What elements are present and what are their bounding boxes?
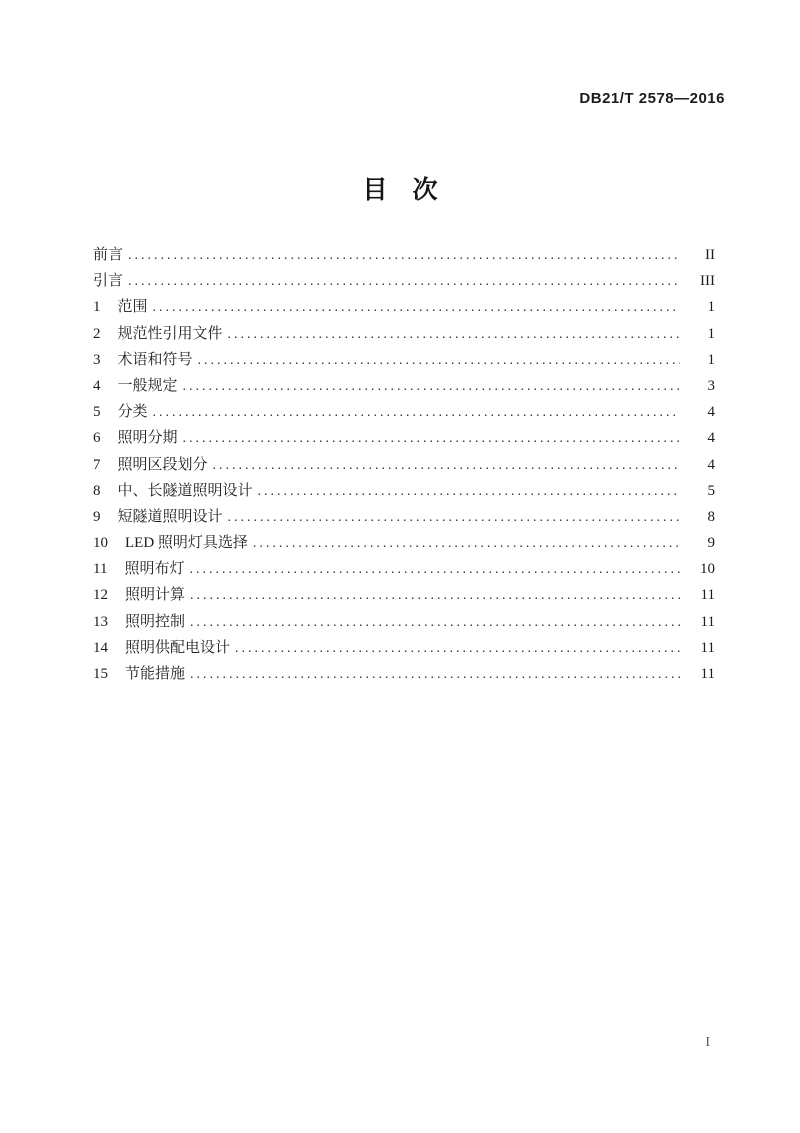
dot-leader [183, 374, 680, 400]
toc-entry [93, 373, 715, 399]
toc-entry-page: 11 [700, 587, 715, 604]
dot-leader [228, 505, 680, 531]
toc-entry [93, 425, 715, 451]
toc-entry [93, 609, 715, 635]
dot-leader [198, 348, 680, 374]
dot-leader [253, 531, 680, 557]
toc-entry-page: 1 [707, 351, 715, 368]
toc-entry-label: 照明控制 [125, 613, 186, 630]
toc-entry-page: 10 [700, 561, 715, 578]
toc-entry-number: 15 [93, 666, 108, 682]
toc-entry-number: 10 [93, 535, 108, 552]
toc-entry-label: 一般规定 [117, 377, 178, 394]
toc-entry-number: 5 [93, 404, 101, 421]
dot-leader [153, 400, 680, 426]
toc-entry-label: 照明供配电设计 [125, 639, 231, 656]
toc-entry [93, 321, 715, 347]
toc-entry-page: 1 [707, 299, 715, 316]
toc-entry-page: 4 [707, 404, 715, 421]
toc-entry-label: 分类 [117, 404, 148, 421]
dot-leader [213, 453, 680, 479]
toc-entry-label: LED 照明灯具选择 [125, 535, 248, 552]
toc-entry-number: 9 [93, 508, 101, 525]
toc-entry-number: 3 [93, 351, 101, 368]
dot-leader [228, 322, 680, 348]
dot-leader [128, 243, 680, 269]
toc-entry-number: 6 [93, 430, 101, 447]
toc-entry-label: 照明区段划分 [117, 456, 208, 473]
toc-entry-label: 规范性引用文件 [117, 325, 223, 342]
toc-entry-label: 照明布灯 [124, 561, 185, 578]
toc-entry-label: 节能措施 [125, 666, 186, 682]
toc-entry-page: 9 [707, 535, 715, 552]
toc-entry-label: 照明计算 [125, 587, 186, 604]
dot-leader [190, 662, 680, 688]
toc-entry-page: 11 [700, 613, 715, 630]
toc-entry-number: 8 [93, 482, 101, 499]
toc-entry-page: 3 [707, 377, 715, 394]
toc-list [93, 242, 715, 687]
dot-leader [258, 479, 680, 505]
footer-page-number: I [705, 1035, 710, 1050]
toc-entry-label: 术语和符号 [117, 351, 193, 368]
page-title: 目 次 [362, 177, 438, 204]
toc-entry [93, 635, 715, 661]
toc-entry-number: 2 [93, 325, 101, 342]
toc-entry-page: III [700, 273, 715, 290]
toc-entry-label: 中、长隧道照明设计 [117, 482, 253, 499]
toc-entry-label: 范围 [117, 299, 148, 316]
dot-leader [190, 610, 680, 636]
dot-leader [189, 557, 680, 583]
toc-entry [93, 347, 715, 373]
toc-entry [93, 530, 715, 556]
toc-entry [93, 399, 715, 425]
toc-entry-number: 14 [93, 639, 108, 656]
toc-entry [93, 504, 715, 530]
dot-leader [190, 583, 680, 609]
toc-entry [93, 556, 715, 582]
toc-entry-page: 5 [707, 482, 715, 499]
toc-entry [93, 478, 715, 504]
toc-entry-page: II [705, 247, 715, 263]
toc-entry-number: 11 [93, 561, 108, 578]
toc-entry [93, 452, 715, 478]
toc-entry [93, 242, 715, 268]
toc-entry-page: 11 [700, 666, 715, 682]
toc-entry-label: 短隧道照明设计 [117, 508, 223, 525]
dot-leader [235, 636, 680, 662]
toc-entry [93, 268, 715, 294]
toc-entry [93, 582, 715, 608]
dot-leader [183, 426, 680, 452]
toc-entry-page: 11 [700, 639, 715, 656]
toc-entry-number: 7 [93, 456, 101, 473]
toc-entry-label: 引言 [93, 273, 124, 290]
standard-number-header: DB21/T 2578—2016 [579, 90, 725, 107]
toc-entry-number: 12 [93, 587, 108, 604]
toc-entry-label: 照明分期 [117, 430, 178, 447]
toc-entry [93, 661, 715, 687]
toc-entry-number: 4 [93, 377, 101, 394]
toc-entry-page: 4 [707, 430, 715, 447]
toc-entry [93, 294, 715, 320]
toc-entry-page: 8 [707, 508, 715, 525]
dot-leader [128, 269, 680, 295]
toc-entry-number: 1 [93, 299, 101, 316]
toc-entry-number: 13 [93, 613, 108, 630]
toc-entry-label: 前言 [93, 247, 124, 263]
toc-entry-page: 4 [707, 456, 715, 473]
toc-entry-page: 1 [707, 325, 715, 342]
dot-leader [153, 295, 680, 321]
